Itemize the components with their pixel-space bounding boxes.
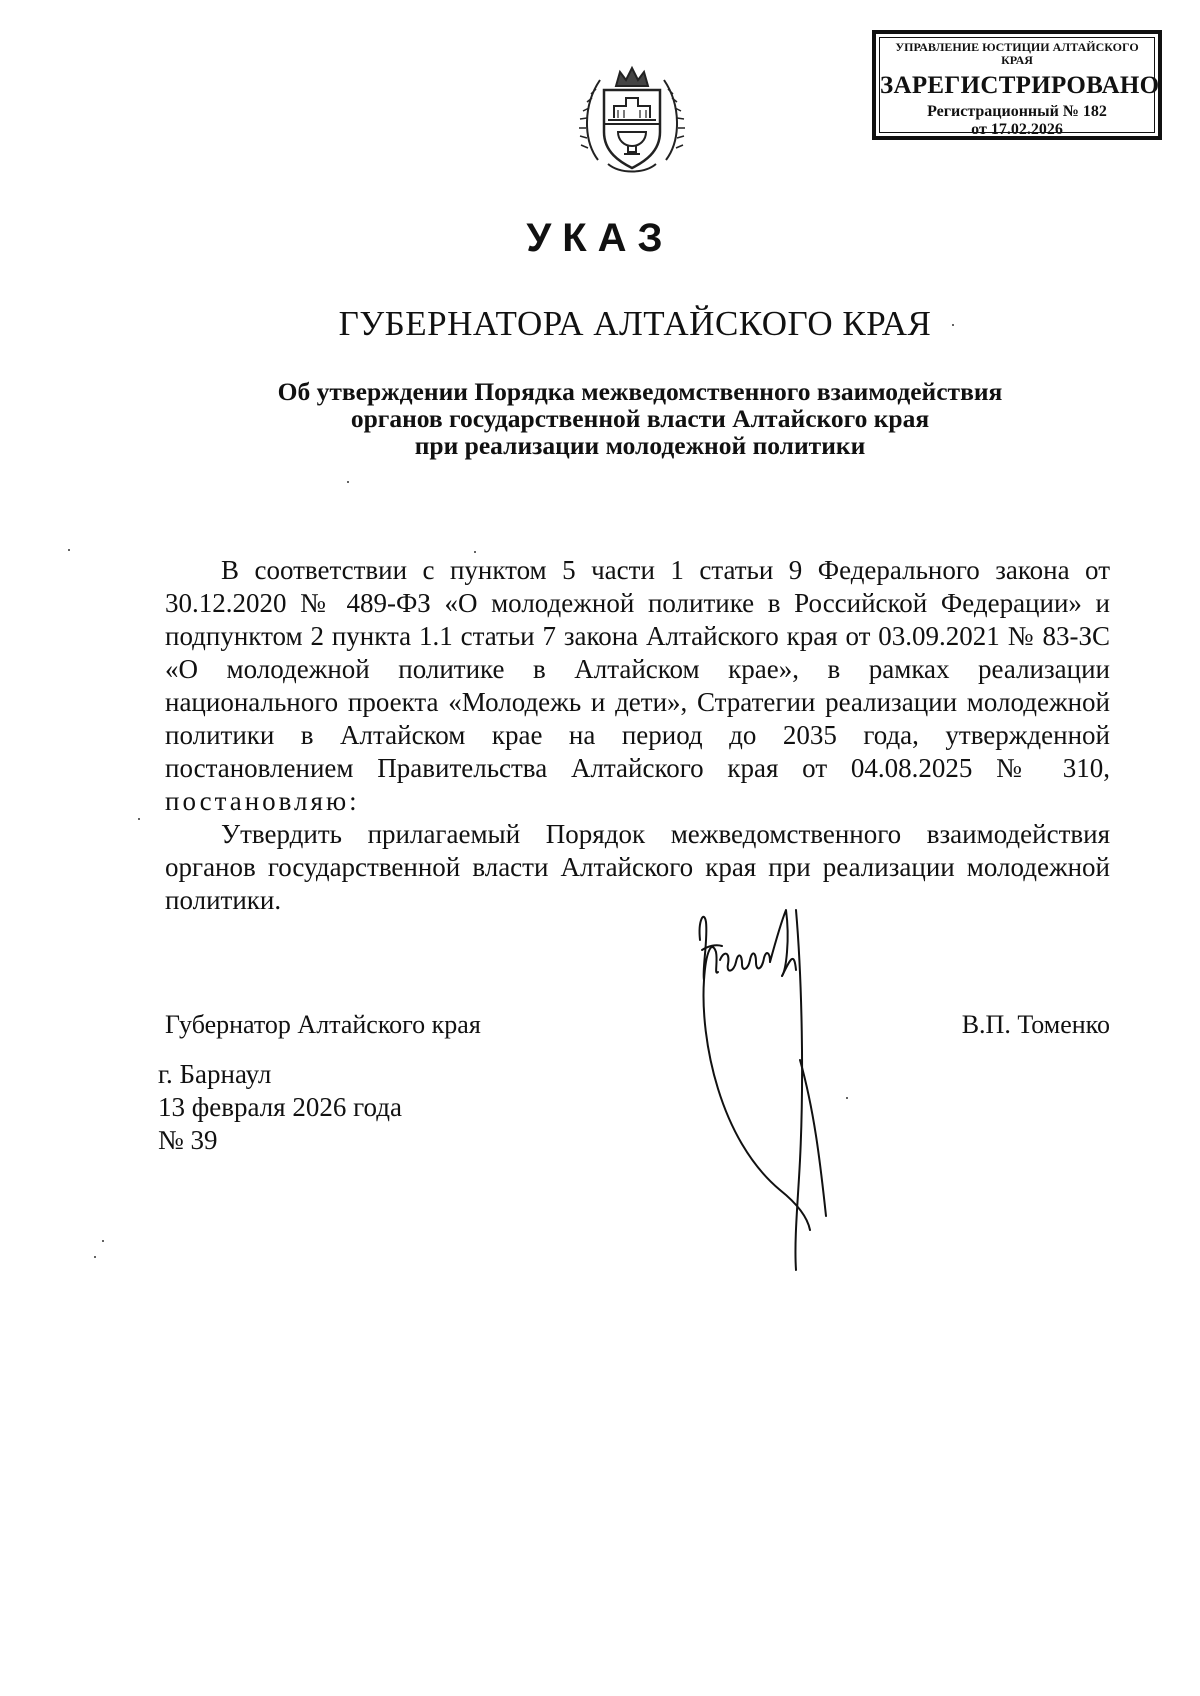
preamble-text: В соответствии с пунктом 5 части 1 статьи 9 Федерального закона от 30.12.2020 № 489-ФЗ «О молодежной политике в Российской Федерации» и подпунктом 2 пункта 1.1 статьи 7 закона Алтайского края от 03.09.2021 № 83-ЗС «О молодежной политике в Алтайском крае», в рамках реализации национального проекта «Молодежь и дети», Стратегии реализации молодежной политики в Алтайском крае на период до 2035 года, утвержденной постановлением Правительства Алтайского края от 04.08.2025 № 310,	[165, 555, 1110, 783]
scan-speck	[846, 1097, 848, 1099]
decree-number: № 39	[158, 1125, 218, 1155]
document-heading	[210, 378, 1070, 459]
scan-speck	[138, 818, 140, 820]
stamp-status: ЗАРЕГИСТРИРОВАНО	[880, 72, 1160, 99]
heading-line: органов государственной власти Алтайского края	[350, 404, 930, 433]
scan-speck	[952, 324, 954, 326]
signing-place: г. Барнаул	[158, 1059, 272, 1089]
scan-speck	[474, 551, 476, 553]
document-type: УКАЗ	[526, 216, 674, 260]
document-issuer: ГУБЕРНАТОРА АЛТАЙСКОГО КРАЯ	[338, 304, 932, 343]
stamp-date: от 17.02.2026	[971, 121, 1063, 138]
decree-word: постановляю:	[165, 786, 360, 816]
document-body	[165, 554, 1110, 917]
resolution-paragraph: Утвердить прилагаемый Порядок межведомственного взаимодействия органов государственной власти Алтайского края при реализации молодежной политики.	[165, 819, 1110, 915]
signing-details	[158, 1058, 402, 1157]
stamp-organization: УПРАВЛЕНИЕ ЮСТИЦИИ АЛТАЙСКОГО КРАЯ	[895, 40, 1139, 67]
signatory-name: В.П. Томенко	[961, 1010, 1110, 1039]
scan-speck	[347, 481, 349, 483]
handwritten-signature-icon	[690, 880, 860, 1280]
scan-speck	[102, 1240, 104, 1242]
preamble-paragraph	[165, 554, 1110, 818]
heading-line: при реализации молодежной политики	[414, 431, 866, 460]
signing-date: 13 февраля 2026 года	[158, 1092, 402, 1122]
scan-speck	[94, 1256, 96, 1258]
scan-speck	[68, 549, 70, 551]
stamp-registration-number: Регистрационный № 182	[927, 103, 1107, 120]
signatory-position: Губернатор Алтайского края	[165, 1010, 481, 1039]
registration-stamp	[872, 30, 1162, 140]
heading-line: Об утверждении Порядка межведомственного взаимодействия	[277, 377, 1003, 406]
altai-krai-coat-of-arms-icon	[578, 60, 686, 178]
